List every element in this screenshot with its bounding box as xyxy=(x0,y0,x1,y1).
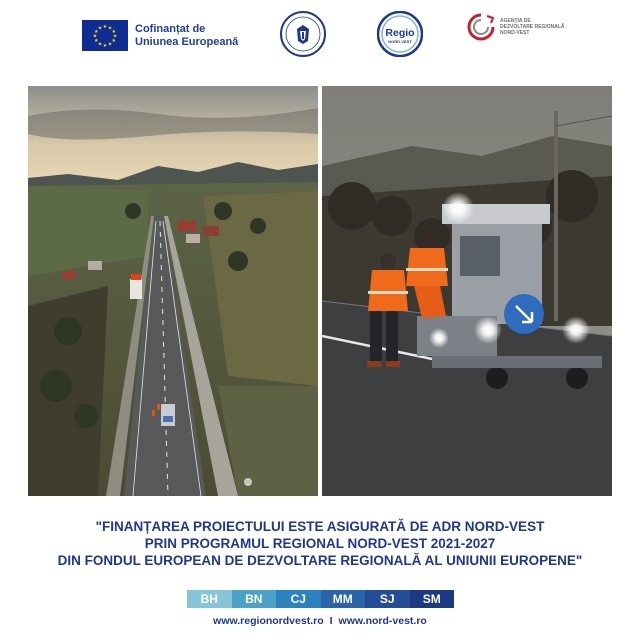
funding-line3: DIN FONDUL EUROPEAN DE DEZVOLTARE REGIONALĂ AL UNIUNII EUROPENE" xyxy=(57,553,583,568)
footer-websites xyxy=(0,615,640,627)
county-strip xyxy=(187,590,454,608)
road-marking-crew-photo xyxy=(322,86,612,496)
eu-line2: Uniunea Europeană xyxy=(135,35,239,48)
funding-line1: "FINANȚAREA PROIECTULUI ESTE ASIGURATĂ DE ADR NORD-VEST xyxy=(95,519,545,534)
county-mm xyxy=(321,590,366,608)
adr-nord-vest-logo xyxy=(466,12,570,42)
website-link-nord-vest[interactable]: www.nord-vest.ro xyxy=(338,615,427,627)
svg-text:★: ★ xyxy=(102,43,108,49)
svg-text:★: ★ xyxy=(92,33,98,40)
svg-text:★: ★ xyxy=(94,29,99,35)
svg-text:★: ★ xyxy=(94,38,99,44)
county-label: BN xyxy=(245,592,263,606)
eu-line1: Cofinanțat de xyxy=(135,22,206,35)
county-sm xyxy=(410,590,455,608)
svg-text:★: ★ xyxy=(102,24,108,30)
svg-text:★: ★ xyxy=(112,33,118,40)
county-bh xyxy=(187,590,232,608)
county-label: SM xyxy=(422,592,441,606)
government-seal-logo xyxy=(280,11,326,57)
svg-text:★: ★ xyxy=(107,25,113,32)
eu-flag-icon xyxy=(82,20,128,51)
regio-logo xyxy=(377,11,423,57)
funding-statement xyxy=(0,518,640,569)
county-label: CJ xyxy=(290,592,306,606)
adr-line2: DEZVOLTARE REGIONALĂ xyxy=(500,24,565,30)
regio-label: Regio xyxy=(385,27,415,39)
funding-line2: PRIN PROGRAMUL REGIONAL NORD-VEST 2021-2027 xyxy=(144,536,496,551)
county-label: SJ xyxy=(379,592,395,606)
aerial-road-photo xyxy=(28,86,318,496)
county-cj xyxy=(276,590,321,608)
logo-bar xyxy=(0,8,640,64)
svg-text:★: ★ xyxy=(111,38,116,44)
regio-sub: NORD-VEST xyxy=(388,39,412,44)
svg-text:★: ★ xyxy=(97,41,103,48)
adr-line3: NORD-VEST xyxy=(500,30,530,36)
eu-cofinanced-logo xyxy=(82,20,238,51)
adr-line1: AGENȚIA DE xyxy=(500,18,531,24)
county-label: MM xyxy=(332,592,353,606)
adr-swirl-icon xyxy=(466,12,496,42)
footer-separator: I xyxy=(329,615,333,627)
svg-text:★: ★ xyxy=(111,29,116,35)
county-sj xyxy=(365,590,410,608)
county-bn xyxy=(232,590,277,608)
svg-text:★: ★ xyxy=(97,25,103,32)
svg-text:★: ★ xyxy=(107,41,113,48)
county-label: BH xyxy=(200,592,218,606)
website-link-regionordvest[interactable]: www.regionordvest.ro xyxy=(213,615,324,627)
